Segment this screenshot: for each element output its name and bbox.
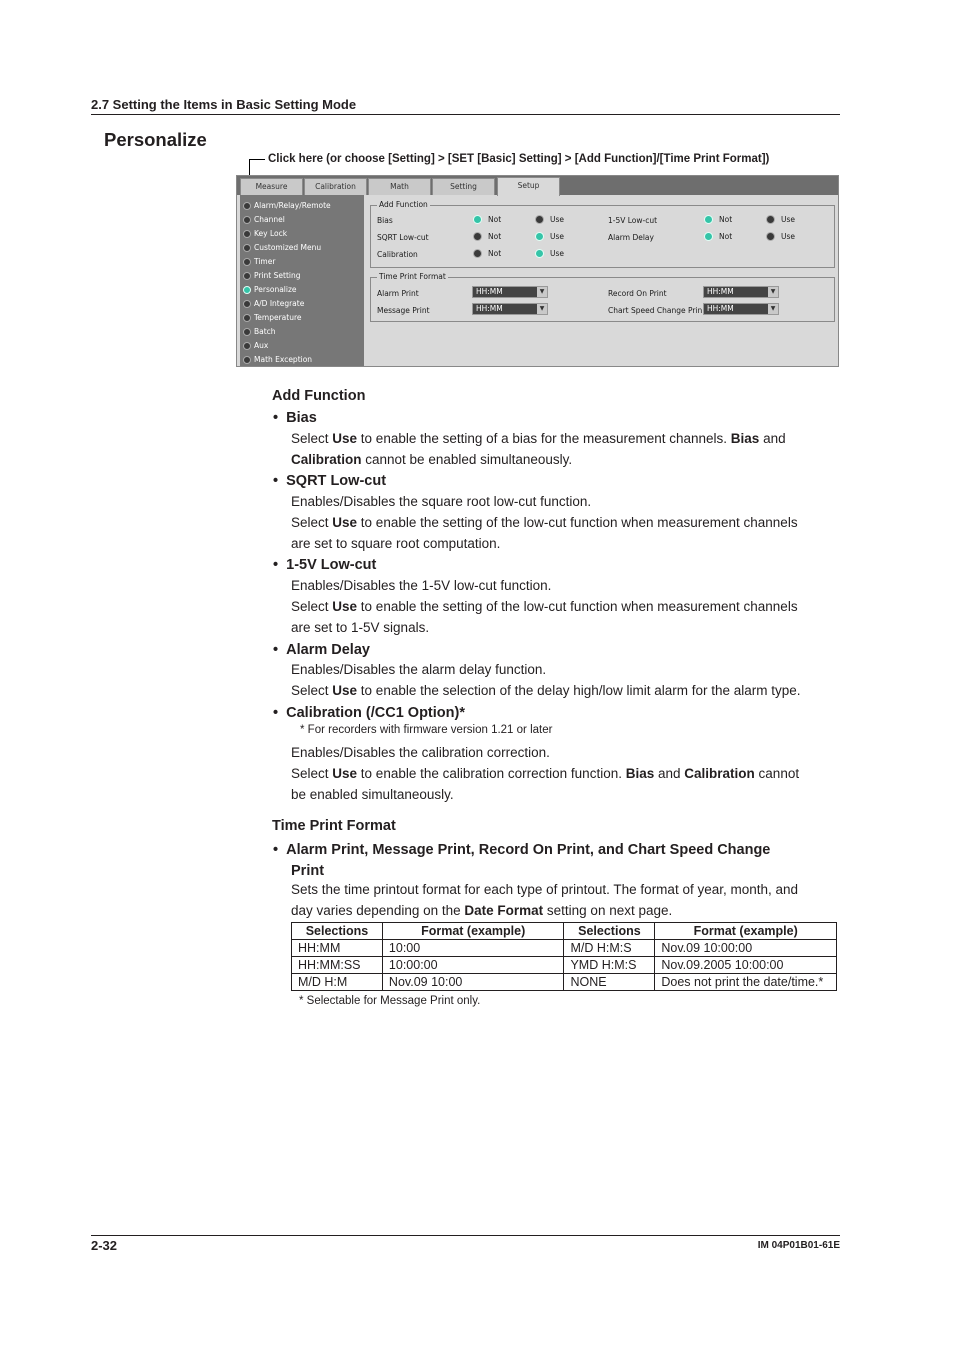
chart-speed-change-print-select[interactable] [703, 303, 779, 315]
bullet-line: Print [291, 863, 325, 879]
table-cell: M/D H:M [292, 974, 383, 991]
firmware-note: * For recorders with firmware version 1.21 or later [300, 724, 553, 736]
time-print-description [291, 879, 851, 921]
alarm-delay-not-radio[interactable] [704, 232, 732, 241]
sidebar-item-label: A/D Integrate [254, 299, 305, 308]
text-line: be enabled simultaneously. [291, 787, 454, 802]
radio-label: Not [488, 232, 502, 241]
radio-icon [243, 342, 251, 350]
add-function-group [370, 200, 835, 268]
table-cell: Nov.09.2005 10:00:00 [655, 957, 837, 974]
header-rule [91, 114, 840, 115]
text-line: day varies depending on the Date Format setting on next page. [291, 903, 673, 918]
select-value: HH:MM [707, 304, 734, 313]
sidebar-item-label: Alarm/Relay/Remote [254, 201, 331, 210]
table-cell: HH:MM:SS [292, 957, 383, 974]
group-title: Time Print Format [379, 272, 446, 281]
radio-label: Not [488, 249, 502, 258]
radio-icon [243, 202, 251, 210]
time-format-table [291, 922, 837, 991]
calibration-label: Calibration [377, 250, 418, 259]
radio-label: Use [781, 232, 796, 241]
sidebar-item-label: Personalize [254, 285, 297, 294]
radio-label: Not [719, 232, 733, 241]
alarm-delay-description [291, 659, 851, 701]
bullet-title: 1-5V Low-cut [286, 557, 377, 573]
sidebar-item-batch[interactable] [243, 325, 276, 338]
radio-label: Use [550, 249, 565, 258]
radio-label: Use [550, 215, 565, 224]
message-print-label: Message Print [377, 306, 430, 315]
column-header: Format (example) [655, 923, 837, 940]
text-line: Sets the time printout format for each type of printout. The format of year, month, and [291, 882, 799, 897]
lowcut-15v-label: 1-5V Low-cut [608, 216, 658, 225]
sidebar-item-label: Math Exception [254, 355, 313, 364]
sidebar-item-ad-integrate[interactable] [243, 297, 304, 310]
table-cell: YMD H:M:S [564, 957, 655, 974]
alarm-print-select[interactable] [472, 286, 548, 298]
callout-text: Click here (or choose [Setting] > [SET [Basic] Setting] > [Add Function]/[Time Print Format]) [268, 153, 770, 165]
calibration-use-radio[interactable] [535, 249, 564, 258]
text-line: Select Use to enable the setting of the low-cut function when measurement channels [291, 599, 798, 614]
radio-selected-icon [704, 232, 713, 241]
sqrt-use-radio[interactable] [535, 232, 564, 241]
bias-use-radio[interactable] [535, 215, 564, 224]
table-cell: Nov.09 10:00:00 [655, 940, 837, 957]
radio-icon [243, 356, 251, 364]
callout-leader [249, 159, 265, 160]
column-header: Selections [564, 923, 655, 940]
text-line: Select Use to enable the setting of the low-cut function when measurement channels [291, 515, 798, 530]
bullet-line: • Alarm Print, Message Print, Record On Print, and Chart Speed Change [273, 842, 771, 858]
bias-label: Bias [377, 216, 393, 225]
select-value: HH:MM [476, 287, 503, 296]
message-print-select[interactable] [472, 303, 548, 315]
time-print-bullet [273, 840, 770, 882]
bullet-title: Bias [286, 410, 317, 426]
column-header: Format (example) [382, 923, 564, 940]
chevron-down-icon: ▼ [537, 287, 547, 297]
sidebar-item-label: Customized Menu [254, 243, 322, 252]
sidebar-item-aux[interactable] [243, 339, 268, 352]
record-on-print-select[interactable] [703, 286, 779, 298]
radio-label: Not [488, 215, 502, 224]
select-value: HH:MM [476, 304, 503, 313]
sidebar-item-label: Print Setting [254, 271, 301, 280]
text-line: Enables/Disables the 1-5V low-cut function. [291, 578, 552, 593]
add-function-heading: Add Function [272, 388, 366, 404]
v15-bullet: • 1-5V Low-cut [273, 557, 377, 573]
bullet-title: SQRT Low-cut [286, 473, 387, 489]
v15-description [291, 575, 841, 638]
table-cell: 10:00 [382, 940, 564, 957]
table-cell: NONE [564, 974, 655, 991]
table-cell: Does not print the date/time.* [655, 974, 837, 991]
sidebar-item-customized-menu[interactable] [243, 241, 321, 254]
text-line: Enables/Disables the alarm delay function. [291, 662, 547, 677]
sidebar-item-key-lock[interactable] [243, 227, 287, 240]
radio-selected-icon [243, 286, 251, 294]
radio-selected-icon [535, 232, 544, 241]
time-print-format-group [370, 272, 835, 322]
table-row [292, 957, 837, 974]
record-on-print-label: Record On Print [608, 289, 667, 298]
tab-calibration[interactable]: Calibration [304, 178, 367, 195]
alarm-delay-use-radio[interactable] [766, 232, 795, 241]
sqrt-bullet: • SQRT Low-cut [273, 473, 387, 489]
bullet-title: Alarm Delay [286, 642, 370, 658]
radio-icon [243, 258, 251, 266]
text-line: Select Use to enable the calibration correction function. Bias and Calibration cannot [291, 766, 800, 781]
radio-icon [766, 215, 775, 224]
radio-label: Use [781, 215, 796, 224]
text-line: are set to 1-5V signals. [291, 620, 430, 635]
radio-icon [473, 249, 482, 258]
sidebar-item-label: Batch [254, 327, 276, 336]
radio-icon [243, 272, 251, 280]
time-print-format-heading: Time Print Format [272, 818, 396, 834]
calibration-description [291, 742, 841, 805]
footer-rule [91, 1235, 840, 1236]
radio-selected-icon [535, 249, 544, 258]
lowcut-15v-not-radio[interactable] [704, 215, 732, 224]
tab-setting[interactable]: Setting [432, 178, 495, 195]
tab-setup[interactable]: Setup [497, 177, 560, 196]
text-line: Calibration cannot be enabled simultaneously. [291, 452, 573, 467]
sidebar-item-label: Key Lock [254, 229, 288, 238]
radio-icon [243, 230, 251, 238]
table-cell: Nov.09 10:00 [382, 974, 564, 991]
radio-label: Not [719, 215, 733, 224]
tab-math[interactable]: Math [368, 178, 431, 195]
sidebar-item-temperature[interactable] [243, 311, 302, 324]
bias-bullet: • Bias [273, 410, 317, 426]
alarm-delay-label: Alarm Delay [608, 233, 654, 242]
lowcut-15v-use-radio[interactable] [766, 215, 795, 224]
table-cell: M/D H:M:S [564, 940, 655, 957]
radio-icon [243, 216, 251, 224]
sidebar [240, 195, 364, 366]
table-header-row [292, 923, 837, 940]
alarm-delay-bullet: • Alarm Delay [273, 642, 370, 658]
table-cell: 10:00:00 [382, 957, 564, 974]
tab-measure[interactable]: Measure [240, 178, 303, 195]
sidebar-item-math-exception[interactable] [243, 353, 312, 366]
text-line: Enables/Disables the calibration correction. [291, 745, 550, 760]
sidebar-item-label: Channel [254, 215, 285, 224]
sidebar-item-timer[interactable] [243, 255, 275, 268]
sidebar-item-label: Timer [254, 257, 276, 266]
page-title: Personalize [104, 129, 207, 150]
sqrt-lowcut-label: SQRT Low-cut [377, 233, 429, 242]
table-cell: HH:MM [292, 940, 383, 957]
sidebar-item-personalize[interactable] [243, 283, 297, 296]
radio-label: Use [550, 232, 565, 241]
alarm-print-label: Alarm Print [377, 289, 419, 298]
table-row [292, 974, 837, 991]
group-title: Add Function [379, 200, 428, 209]
sidebar-item-alarm-relay-remote[interactable] [243, 199, 331, 212]
text-line: Select Use to enable the selection of the delay high/low limit alarm for the alarm type. [291, 683, 801, 698]
document-id: IM 04P01B01-61E [757, 1240, 840, 1251]
table-footnote: * Selectable for Message Print only. [299, 995, 481, 1007]
radio-icon [473, 232, 482, 241]
column-header: Selections [292, 923, 383, 940]
chevron-down-icon: ▼ [537, 304, 547, 314]
radio-icon [766, 232, 775, 241]
sqrt-not-radio[interactable] [473, 232, 501, 241]
chart-speed-change-print-label: Chart Speed Change Prin [608, 306, 703, 315]
radio-selected-icon [704, 215, 713, 224]
sidebar-item-label: Temperature [254, 313, 302, 322]
setup-screenshot [236, 175, 839, 367]
sidebar-item-label: Aux [254, 341, 269, 350]
page-number: 2-32 [91, 1238, 118, 1253]
chevron-down-icon: ▼ [768, 304, 778, 314]
bias-not-radio[interactable] [473, 215, 501, 224]
bullet-title: Calibration (/CC1 Option)* [286, 705, 465, 721]
sidebar-item-print-setting[interactable] [243, 269, 301, 282]
text-line: Select Use to enable the setting of a bias for the measurement channels. Bias and [291, 431, 786, 446]
text-line: are set to square root computation. [291, 536, 501, 551]
sidebar-item-channel[interactable] [243, 213, 285, 226]
radio-icon [535, 215, 544, 224]
select-value: HH:MM [707, 287, 734, 296]
section-header: 2.7 Setting the Items in Basic Setting Mode [91, 97, 357, 112]
radio-icon [243, 300, 251, 308]
bias-description [291, 428, 841, 470]
radio-selected-icon [473, 215, 482, 224]
chevron-down-icon: ▼ [768, 287, 778, 297]
text-line: Enables/Disables the square root low-cut function. [291, 494, 592, 509]
table-row [292, 940, 837, 957]
tab-bar [237, 176, 838, 195]
sqrt-description [291, 491, 841, 554]
radio-icon [243, 314, 251, 322]
radio-icon [243, 244, 251, 252]
calibration-bullet: • Calibration (/CC1 Option)* [273, 705, 465, 721]
radio-icon [243, 328, 251, 336]
calibration-not-radio[interactable] [473, 249, 501, 258]
